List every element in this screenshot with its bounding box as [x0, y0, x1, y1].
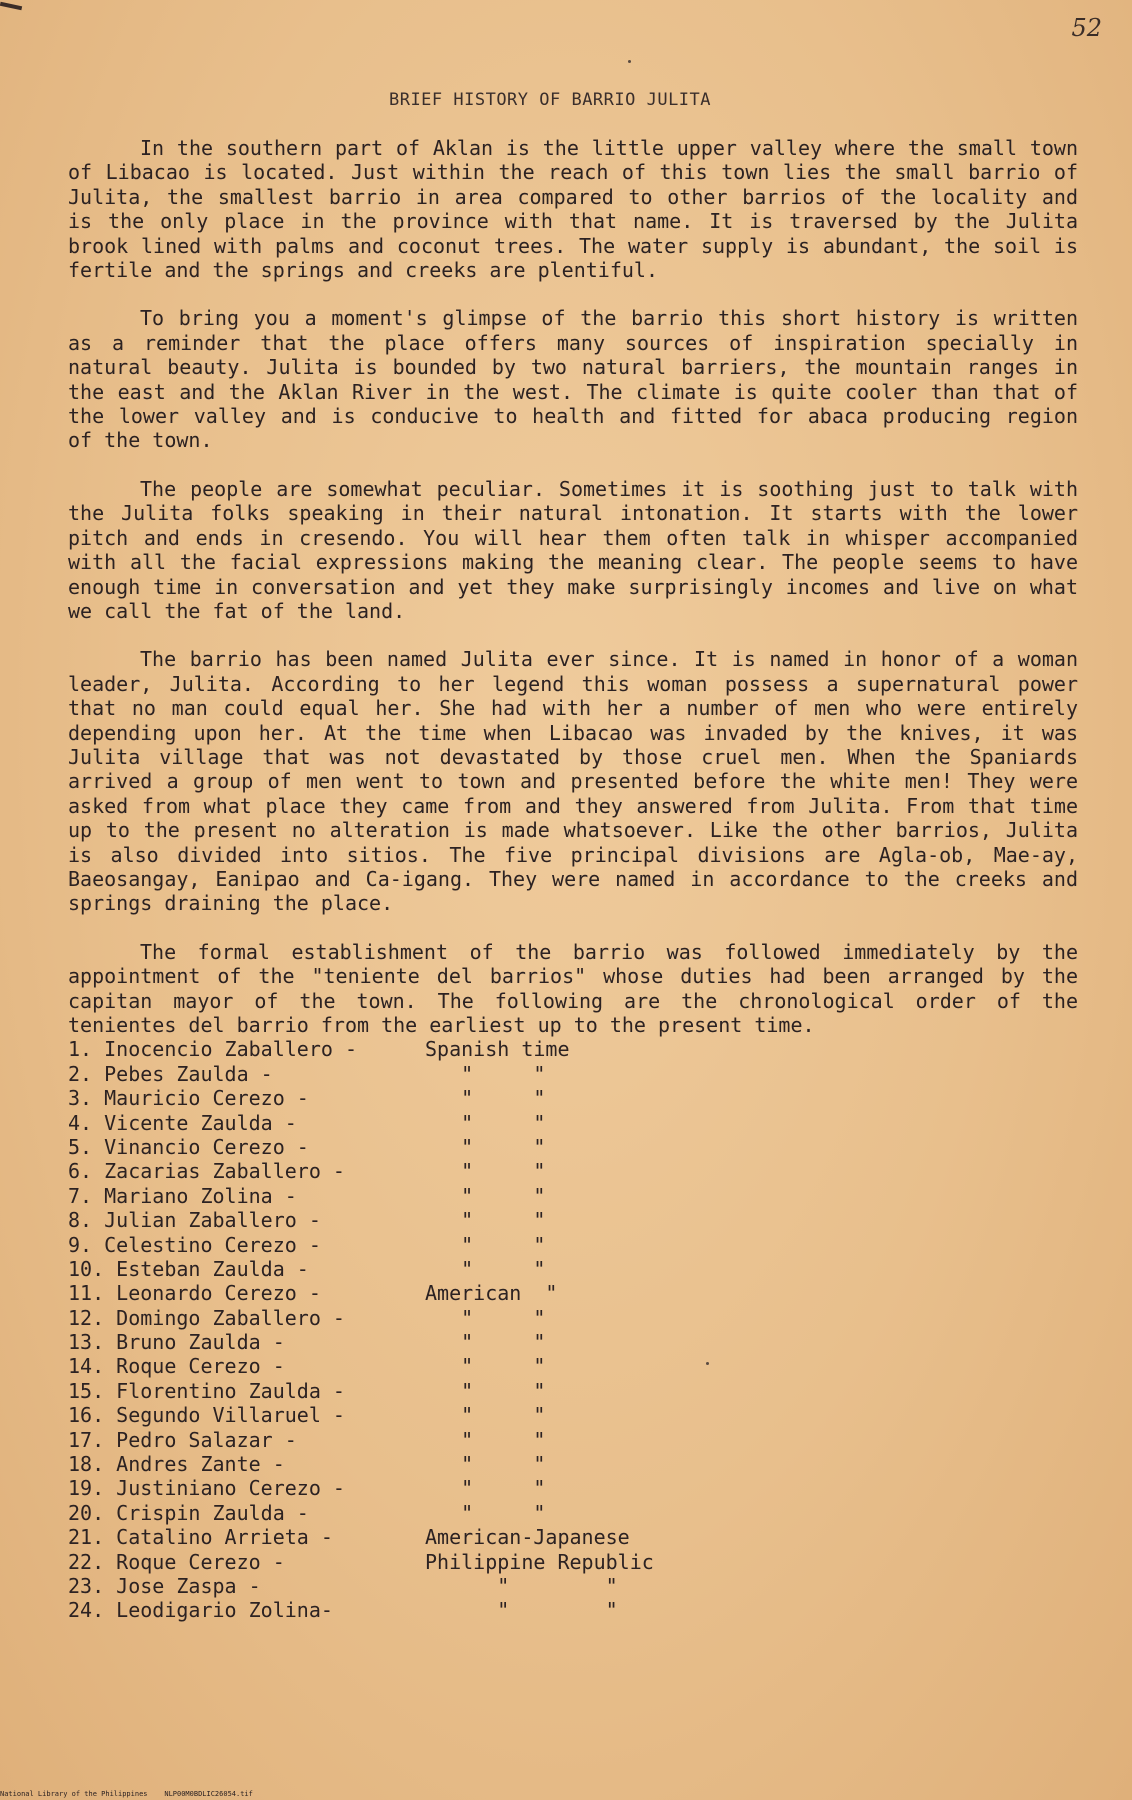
teniente-name: 21. Catalino Arrieta - — [68, 1525, 333, 1550]
teniente-name: 6. Zacarias Zaballero - — [68, 1159, 345, 1184]
paper-speck — [628, 60, 631, 63]
teniente-row — [68, 1135, 1078, 1159]
teniente-row — [68, 1598, 1078, 1622]
teniente-name: 15. Florentino Zaulda - — [68, 1378, 345, 1403]
teniente-row — [68, 1379, 1078, 1403]
paper-speck — [706, 1362, 709, 1365]
teniente-period: " " — [425, 1330, 546, 1355]
document-body — [68, 136, 1078, 1623]
teniente-name: 4. Vicente Zaulda - — [68, 1110, 297, 1135]
teniente-name: 12. Domingo Zaballero - — [68, 1305, 345, 1330]
teniente-name: 14. Roque Cerezo - — [68, 1354, 285, 1379]
teniente-row — [68, 1330, 1078, 1354]
teniente-row — [68, 1525, 1078, 1549]
teniente-period: " " — [425, 1574, 618, 1598]
teniente-name: 1. Inocencio Zaballero - — [68, 1037, 357, 1062]
page-number: 52 — [1071, 14, 1102, 42]
teniente-period: " " — [425, 1354, 546, 1379]
teniente-row — [68, 1574, 1078, 1598]
teniente-period: " " — [425, 1500, 546, 1525]
paragraph-name-origin: The barrio has been named Julita ever since. It is named in honor of a woman leader, Julita. According to her legend this woman possess a supernatural power that no man could equal her. She had with her a number of men who were entirely depending upon her. At the time when Libacao was invaded by the knives, it was Julita village that was not devastated by those cruel men. When the Spaniards arrived a group of men went to town and presented before the white men! They were asked from what place they came from and they answered from Julita. From that time up to the present no alteration is made whatsoever. Like the other barrios, Julita is also divided into sitios. The five principal divisions are Agla-ob, Mae-ay, Baeosangay, Eanipao and Ca-igang. They were named in accordance to the creeks and springs draining the place. — [68, 647, 1078, 916]
teniente-name: 9. Celestino Cerezo - — [68, 1232, 321, 1257]
teniente-name: 10. Esteban Zaulda - — [68, 1256, 309, 1281]
teniente-row — [68, 1184, 1078, 1208]
teniente-name: 11. Leonardo Cerezo - — [68, 1281, 321, 1306]
teniente-row — [68, 1428, 1078, 1452]
teniente-name: 16. Segundo Villaruel - — [68, 1403, 345, 1428]
teniente-row — [68, 1233, 1078, 1257]
document-title: BRIEF HISTORY OF BARRIO JULITA — [388, 90, 712, 110]
teniente-row — [68, 1208, 1078, 1232]
teniente-period: Spanish time — [425, 1037, 570, 1062]
teniente-name: 7. Mariano Zolina - — [68, 1183, 297, 1208]
archive-footer: National Library of the Philippines NLP00M0BDLIC26054.tif — [0, 1790, 253, 1798]
teniente-name: 13. Bruno Zaulda - — [68, 1330, 285, 1355]
teniente-period: American-Japanese — [425, 1525, 630, 1550]
teniente-period: " " — [425, 1256, 546, 1281]
teniente-period: " " — [425, 1476, 546, 1501]
teniente-period: " " — [425, 1598, 618, 1623]
teniente-name: 18. Andres Zante - — [68, 1452, 285, 1477]
teniente-row — [68, 1306, 1078, 1330]
teniente-name: 22. Roque Cerezo - — [68, 1549, 285, 1574]
teniente-name: 19. Justiniano Cerezo - — [68, 1476, 345, 1501]
tenientes-list — [68, 1037, 1078, 1622]
teniente-name: 8. Julian Zaballero - — [68, 1208, 321, 1233]
teniente-row — [68, 1062, 1078, 1086]
teniente-row — [68, 1086, 1078, 1110]
teniente-name: 17. Pedro Salazar - — [68, 1427, 297, 1452]
teniente-name: 20. Crispin Zaulda - — [68, 1500, 309, 1525]
teniente-row — [68, 1501, 1078, 1525]
paragraph-establishment: The formal establishment of the barrio was followed immediately by the appointment of the "teniente del barrios" whose duties had been arranged by the capitan mayor of the town. The following are the chronological order of the tenientes del barrio from the earliest up to the present time. — [68, 939, 1078, 1037]
teniente-row — [68, 1257, 1078, 1281]
teniente-row — [68, 1281, 1078, 1305]
teniente-period: " " — [425, 1159, 546, 1184]
teniente-name: 23. Jose Zaspa - — [68, 1574, 261, 1598]
paragraph-location: In the southern part of Aklan is the little upper valley where the small town of Libacao is located. Just within the reach of this town lies the small barrio of Julita, the smallest barrio in area compared to other barrios of the locality and is the only place in the province with that name. It is traversed by the Julita brook lined with palms and coconut trees. The water supply is abundant, the soil is fertile and the springs and creeks are plentiful. — [68, 136, 1078, 283]
teniente-period: " " — [425, 1110, 546, 1135]
teniente-name: 2. Pebes Zaulda - — [68, 1061, 273, 1086]
teniente-row — [68, 1476, 1078, 1500]
corner-ink-mark — [0, 2, 22, 10]
teniente-row — [68, 1037, 1078, 1061]
teniente-row — [68, 1111, 1078, 1135]
teniente-period: " " — [425, 1183, 546, 1208]
teniente-period: " " — [425, 1086, 546, 1111]
teniente-name: 3. Mauricio Cerezo - — [68, 1086, 309, 1111]
paragraph-people: The people are somewhat peculiar. Sometimes it is soothing just to talk with the Julita folks speaking in their natural intonation. It starts with the lower pitch and ends in cresendo. You will hear them often talk in whisper accompanied with all the facial expressions making the meaning clear. The people seems to have enough time in conversation and yet they make surprisingly incomes and live on what we call the fat of the land. — [68, 476, 1078, 623]
teniente-period: " " — [425, 1134, 546, 1159]
teniente-period: " " — [425, 1061, 546, 1086]
teniente-period: " " — [425, 1427, 546, 1452]
teniente-period: American " — [425, 1281, 558, 1306]
teniente-period: " " — [425, 1305, 546, 1330]
teniente-row — [68, 1354, 1078, 1378]
teniente-row — [68, 1403, 1078, 1427]
teniente-row — [68, 1452, 1078, 1476]
teniente-period: " " — [425, 1208, 546, 1233]
teniente-period: " " — [425, 1452, 546, 1477]
paragraph-natural-beauty: To bring you a moment's glimpse of the barrio this short history is written as a reminder that the place offers many sources of inspiration specially in natural beauty. Julita is bounded by two natural barriers, the mountain ranges in the east and the Aklan River in the west. The climate is quite cooler than that of the lower valley and is conducive to health and fitted for abaca producing region of the town. — [68, 306, 1078, 453]
teniente-period: " " — [425, 1378, 546, 1403]
teniente-row — [68, 1550, 1078, 1574]
teniente-period: Philippine Republic — [425, 1549, 654, 1574]
teniente-row — [68, 1159, 1078, 1183]
teniente-period: " " — [425, 1403, 546, 1428]
teniente-name: 24. Leodigario Zolina- — [68, 1598, 333, 1623]
teniente-period: " " — [425, 1232, 546, 1257]
teniente-name: 5. Vinancio Cerezo - — [68, 1134, 309, 1159]
